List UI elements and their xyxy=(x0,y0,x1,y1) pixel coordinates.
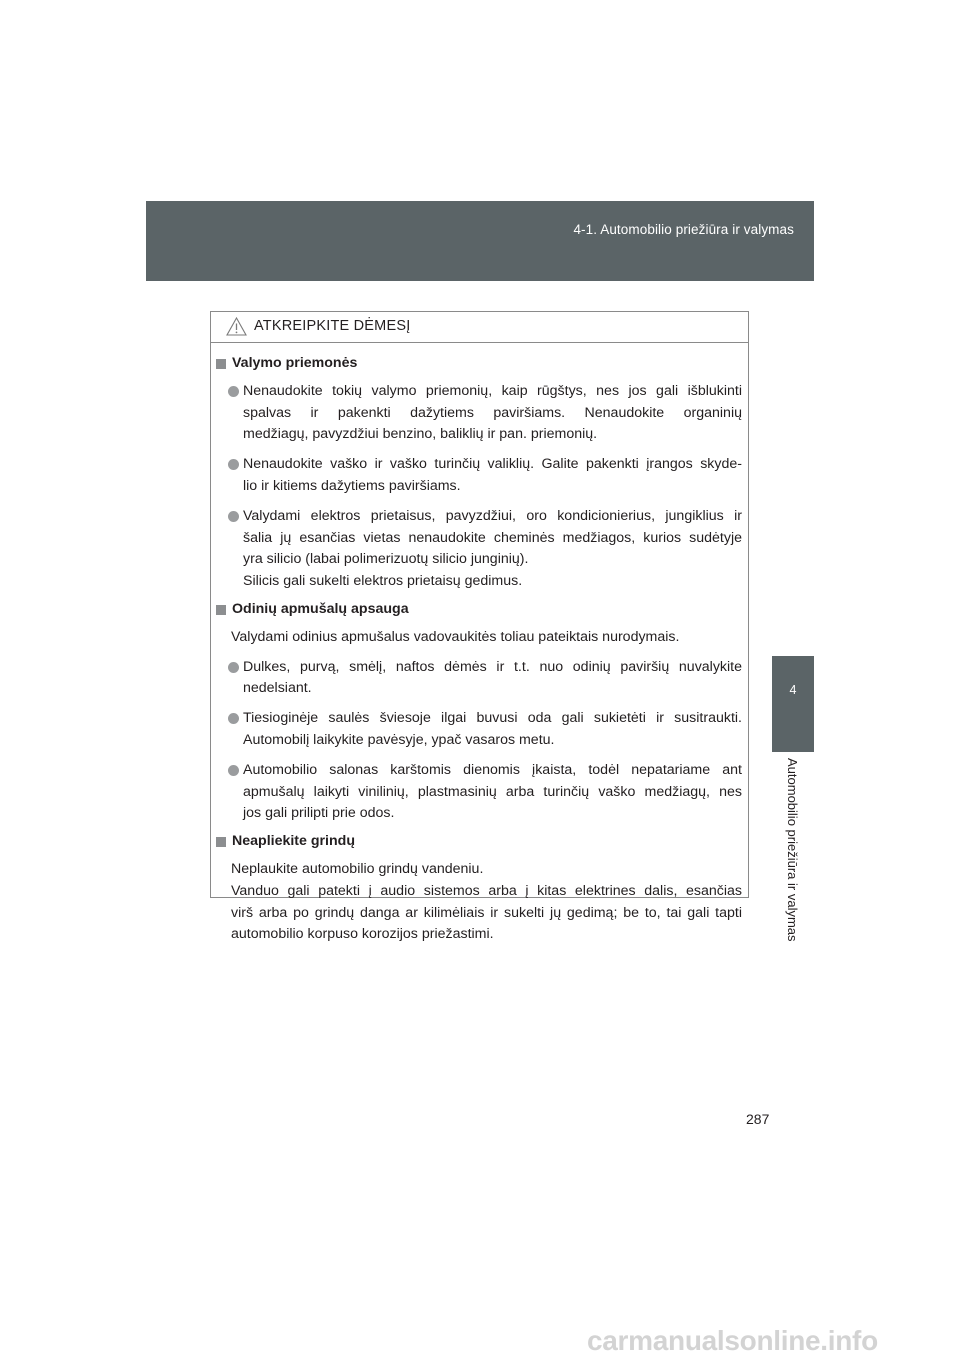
section-title: Odinių apmušalų apsauga xyxy=(215,599,742,621)
round-bullet-icon xyxy=(228,459,239,470)
section-title: Neapliekite grindų xyxy=(215,831,742,853)
round-bullet-icon xyxy=(228,713,239,724)
chapter-side-label: Automobilio priežiūra ir valymas xyxy=(785,758,800,942)
caution-title: ATKREIPKITE DĖMESĮ xyxy=(254,318,411,334)
list-item: Dulkes, purvą, smėlį, naftos dėmės ir t.t. nuo odinių paviršių nuvalykite nedelsiant. xyxy=(215,657,742,701)
list-item: Valydami elektros prietaisus, pavyzdžiui, oro kondicionierius, jungiklius ir šalia jų esančias vietas nenaudokite cheminės medžiagos, kurios sudėtyje yra silicio (labai polimerizuotų silicio junginių). Silicis gali sukelti elektros prietaisų gedimus. xyxy=(215,506,742,593)
square-bullet-icon xyxy=(216,837,226,847)
warning-triangle-icon xyxy=(226,317,247,336)
list-item: Nenaudokite vaško ir vaško turinčių valiklių. Galite pakenkti įrangos skyde- lio ir kitiems dažytiems paviršiams. xyxy=(215,454,742,498)
round-bullet-icon xyxy=(228,765,239,776)
round-bullet-icon xyxy=(228,662,239,673)
chapter-number: 4 xyxy=(789,683,797,697)
caution-body xyxy=(211,343,748,946)
round-bullet-icon xyxy=(228,511,239,522)
caution-box xyxy=(210,311,749,943)
list-item: Automobilio salonas karštomis dienomis įkaista, todėl nepatariame ant apmušalų laikyti vinilinių, plastmasinių arba turinčių vaško medžiagų, nes jos gali prilipti prie odos. xyxy=(215,760,742,825)
section-text: Neplaukite automobilio grindų vandeniu. Vanduo gali patekti į audio sistemos arba į kitas elektrines dalis, esančias virš arba po grindų danga ar kilimėliais ir sukelti jų gedimą; be to, tai gali tapti automobilio korpuso korozijos priežastimi. xyxy=(231,860,742,943)
section-title: Valymo priemonės xyxy=(215,353,742,375)
page-number: 287 xyxy=(746,1111,770,1127)
list-item: Nenaudokite tokių valymo priemonių, kaip rūgštys, nes jos gali išblukinti spalvas ir pakenkti dažytiems paviršiams. Nenaudokite organinių medžiagų, pavyzdžiui benzino, baliklių ir pan. priemonių. xyxy=(215,381,742,446)
square-bullet-icon xyxy=(216,359,226,369)
list-item: Tiesioginėje saulės šviesoje ilgai buvusi oda gali sukietėti ir susitraukti. Automobilį laikykite pavėsyje, ypač vasaros metu. xyxy=(215,708,742,752)
caution-header xyxy=(211,312,748,343)
section-intro: Valydami odinius apmušalus vadovaukitės toliau pateiktais nurodymais. xyxy=(231,628,680,645)
square-bullet-icon xyxy=(216,605,226,615)
chapter-header-band xyxy=(146,201,814,281)
watermark: carmanualsonline.info xyxy=(587,1325,878,1356)
chapter-side-tab xyxy=(772,656,814,752)
chapter-title: 4-1. Automobilio priežiūra ir valymas xyxy=(573,222,794,237)
round-bullet-icon xyxy=(228,386,239,397)
